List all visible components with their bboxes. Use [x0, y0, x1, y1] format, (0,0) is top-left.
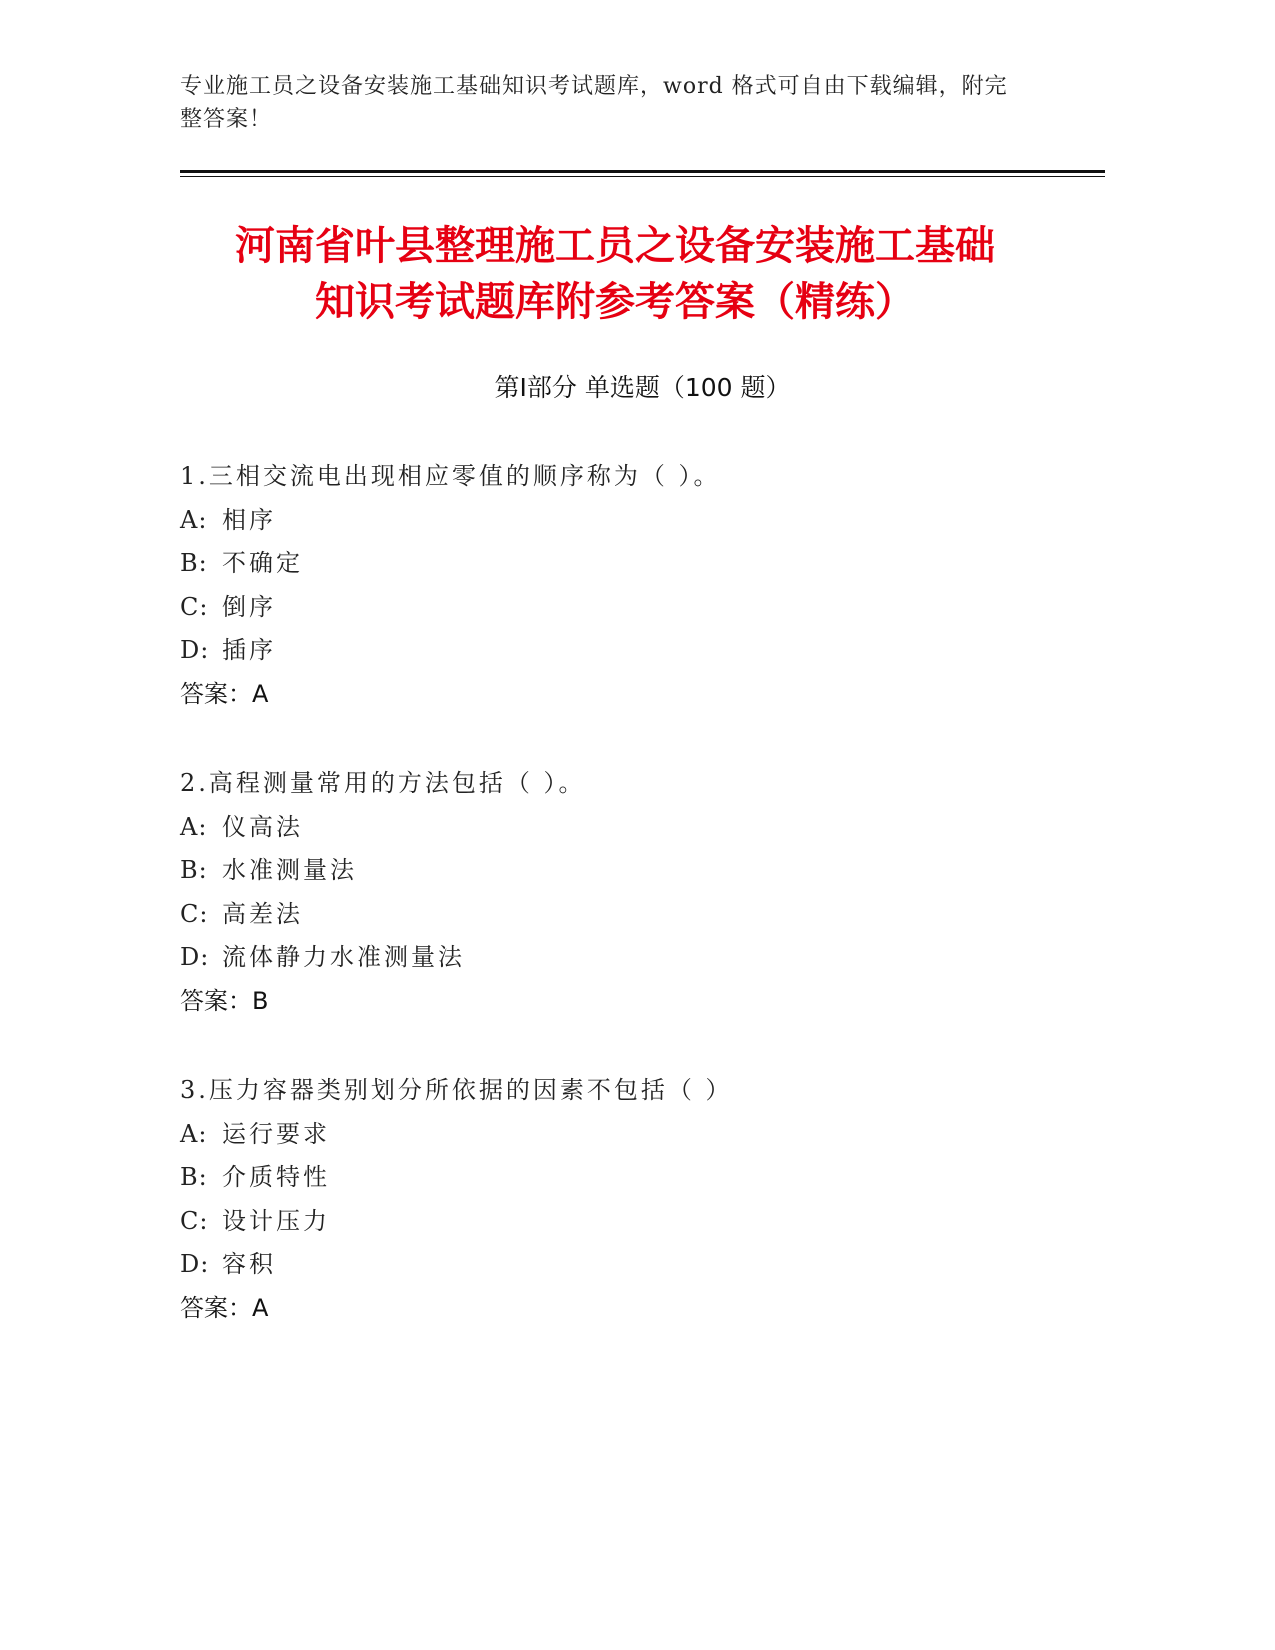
option-key: D:: [180, 943, 210, 971]
question-2: [180, 762, 1105, 1023]
option-text: 插序: [222, 636, 276, 664]
option-key: A:: [180, 812, 208, 841]
option-key: C:: [180, 592, 209, 621]
header-divider-thin: [180, 176, 1105, 177]
option-text: 运行要求: [222, 1119, 330, 1148]
document-title-line-2: 知识考试题库附参考答案（精练）: [315, 279, 915, 325]
option-d: [180, 936, 1105, 980]
option-b: [180, 849, 1105, 893]
question-stem: 1.三相交流电出现相应零值的顺序称为（ ）。: [180, 462, 721, 490]
answer-line: 答案：A: [180, 679, 269, 708]
option-text: 相序: [222, 505, 276, 534]
option-c: [180, 586, 1105, 630]
section-heading: 第Ⅰ部分 单选题（100 题）: [494, 373, 791, 402]
option-a: [180, 1113, 1105, 1157]
option-key: B:: [180, 1163, 208, 1191]
option-a: [180, 499, 1105, 543]
option-text: 流体静力水准测量法: [222, 943, 465, 971]
answer-line: 答案：B: [180, 986, 269, 1015]
question-list: [180, 455, 1105, 1376]
option-key: B:: [180, 549, 208, 577]
option-key: C:: [180, 899, 209, 928]
option-text: 水准测量法: [222, 856, 357, 884]
option-c: [180, 893, 1105, 937]
option-text: 不确定: [222, 549, 303, 577]
option-c: [180, 1200, 1105, 1244]
option-key: A:: [180, 1119, 208, 1148]
document-title-line-1: 河南省叶县整理施工员之设备安装施工基础: [235, 223, 995, 269]
header-note-line-1: 专业施工员之设备安装施工基础知识考试题库，word 格式可自由下载编辑，附完: [180, 74, 1008, 99]
option-text: 高差法: [222, 899, 303, 928]
option-text: 容积: [222, 1250, 276, 1278]
question-1: [180, 455, 1105, 716]
header-note-line-2: 整答案！: [180, 107, 273, 132]
option-text: 设计压力: [222, 1206, 330, 1235]
option-d: [180, 1243, 1105, 1287]
option-text: 仪高法: [222, 812, 303, 841]
question-stem: 2.高程测量常用的方法包括（ ）。: [180, 769, 586, 797]
option-key: D:: [180, 1250, 210, 1278]
option-key: C:: [180, 1206, 209, 1235]
option-key: A:: [180, 505, 208, 534]
option-text: 介质特性: [222, 1163, 330, 1191]
header-note: [180, 70, 1040, 136]
option-b: [180, 542, 1105, 586]
option-b: [180, 1156, 1105, 1200]
document-title: [120, 218, 1110, 330]
answer-line: 答案：A: [180, 1293, 269, 1322]
question-3: [180, 1069, 1105, 1330]
header-divider-thick: [180, 170, 1105, 173]
option-text: 倒序: [222, 592, 276, 621]
option-key: D:: [180, 636, 210, 664]
option-key: B:: [180, 856, 208, 884]
question-stem: 3.压力容器类别划分所依据的因素不包括（ ）: [180, 1076, 733, 1104]
option-d: [180, 629, 1105, 673]
option-a: [180, 806, 1105, 850]
